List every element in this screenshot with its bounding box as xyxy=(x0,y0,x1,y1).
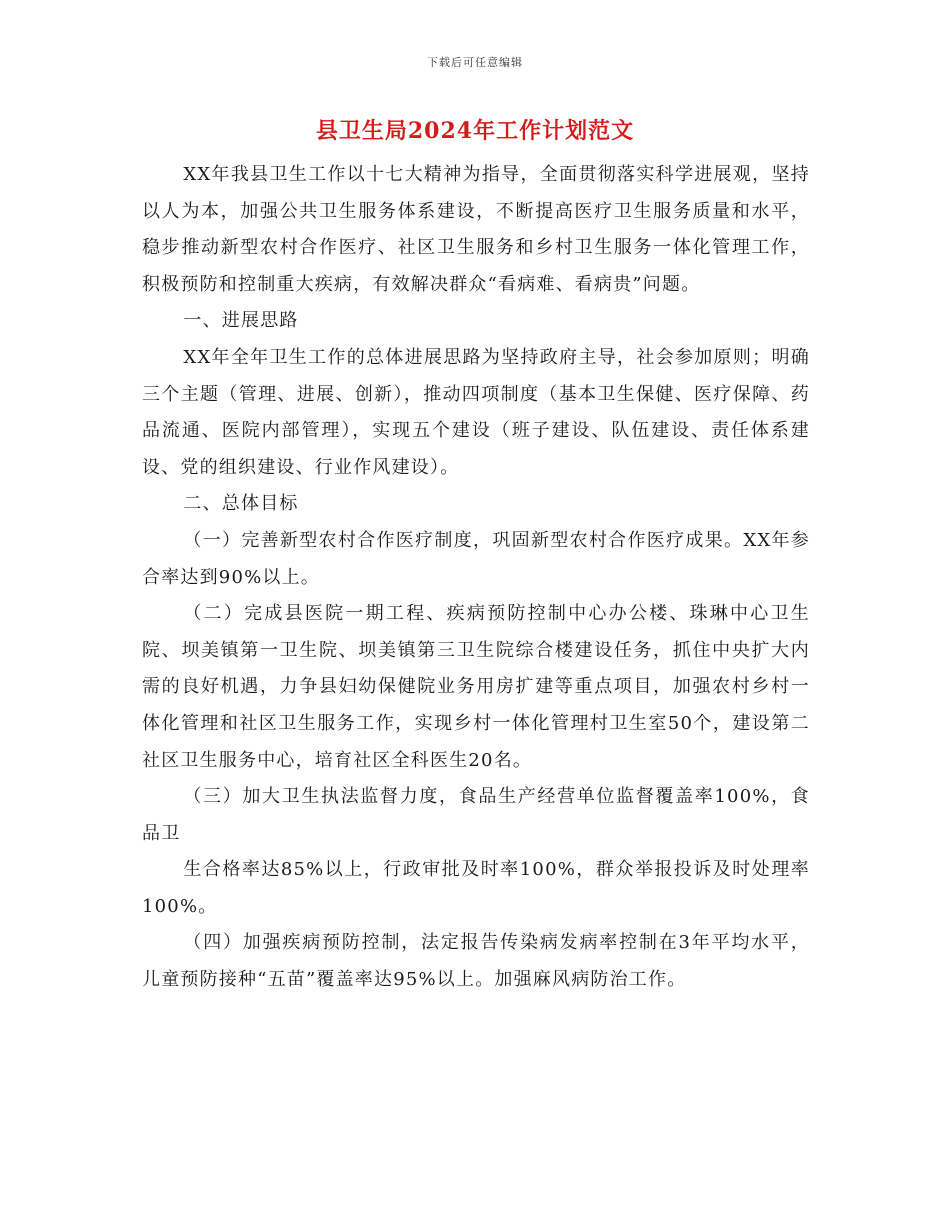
paragraph-goal-3: （三）加大卫生执法监督力度，食品生产经营单位监督覆盖率100%，食品卫 xyxy=(142,786,810,844)
paragraph-goal-2: （二）完成县医院一期工程、疾病预防控制中心办公楼、珠琳中心卫生院、坝美镇第一卫生院、坝美镇第三卫生院综合楼建设任务，抓住中央扩大内需的良好机遇，力争县妇幼保健院业务用房扩建等重点项目，加强农村乡村一体化管理和社区卫生服务工作，实现乡村一体化管理村卫生室50个，建设第二社区卫生服务中心，培育社区全科医生20名。 xyxy=(142,603,810,771)
paragraph-approach: XX年全年卫生工作的总体进展思路为坚持政府主导，社会参加原则；明确三个主题（管理、进展、创新），推动四项制度（基本卫生保健、医疗保障、药品流通、医院内部管理），实现五个建设（班子建设、队伍建设、责任体系建设、党的组织建设、行业作风建设）。 xyxy=(142,346,810,478)
section-heading-approach: 一、进展思路 xyxy=(183,310,299,332)
paragraph-goal-4: （四）加强疾病预防控制，法定报告传染病发病率控制在3年平均水平，儿童预防接种“五苗”覆盖率达95%以上。加强麻风病防治工作。 xyxy=(142,932,810,991)
paragraph-goal-3-continued: 生合格率达85%以上，行政审批及时率100%，群众举报投诉及时处理率100%。 xyxy=(142,859,810,917)
section-heading-goals: 二、总体目标 xyxy=(183,493,299,515)
header-note: 下载后可任意编辑 xyxy=(427,56,523,69)
paragraph-goal-1: （一）完善新型农村合作医疗制度，巩固新型农村合作医疗成果。XX年参合率达到90%以上。 xyxy=(142,529,810,588)
paragraph-intro: XX年我县卫生工作以十七大精神为指导，全面贯彻落实科学进展观，坚持以人为本，加强公共卫生服务体系建设，不断提高医疗卫生服务质量和水平，稳步推动新型农村合作医疗、社区卫生服务和乡村卫生服务一体化管理工作，积极预防和控制重大疾病，有效解决群众“看病难、看病贵”问题。 xyxy=(142,164,810,295)
document-title: 县卫生局2024年工作计划范文 xyxy=(315,118,635,144)
document-body xyxy=(142,157,810,999)
